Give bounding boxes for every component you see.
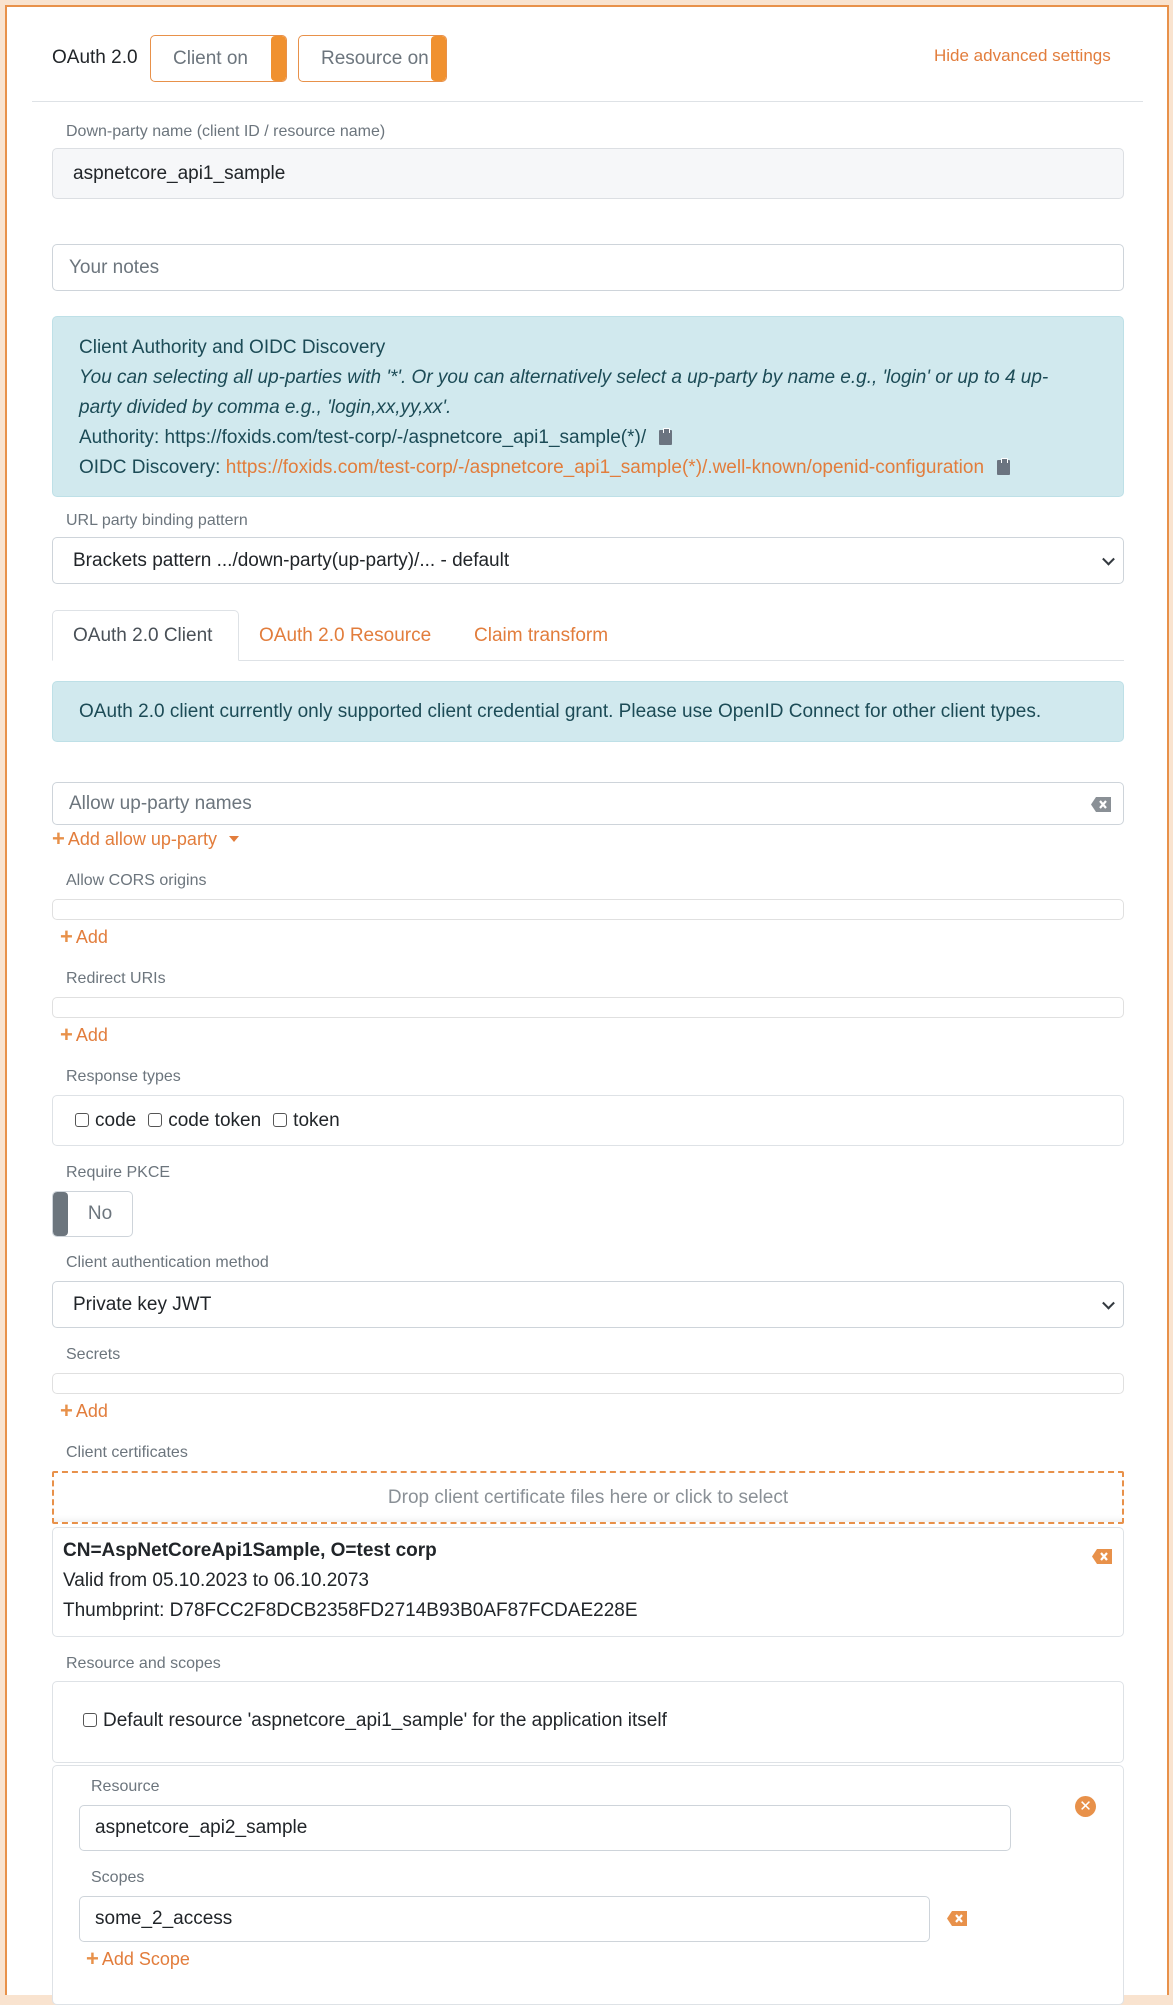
tab-label: Claim transform bbox=[474, 624, 609, 646]
header-divider bbox=[32, 101, 1143, 102]
scopes-label: Scopes bbox=[91, 1869, 145, 1886]
certificate-item bbox=[52, 1527, 1124, 1637]
add-scope-button[interactable] bbox=[86, 1948, 190, 1970]
allow-up-party-placeholder: Allow up-party names bbox=[69, 792, 252, 814]
response-type-token[interactable] bbox=[273, 1110, 339, 1132]
scope-value: some_2_access bbox=[95, 1908, 233, 1929]
authority-row bbox=[79, 427, 672, 449]
toggle-knob-icon bbox=[271, 36, 286, 81]
discovery-help-line-2: party divided by comma e.g., 'login,xx,yy,xx'. bbox=[79, 397, 452, 418]
remove-resource-icon[interactable]: ✕ bbox=[1075, 1796, 1096, 1817]
oidc-discovery-link[interactable]: https://foxids.com/test-corp/-/aspnetcore_api1_sample(*)/.well-known/openid-configuration bbox=[225, 457, 985, 478]
add-redirect-uri-label: Add bbox=[75, 1024, 108, 1045]
clear-backspace-icon[interactable] bbox=[1091, 797, 1111, 812]
chevron-down-icon bbox=[1102, 552, 1115, 565]
oidc-discovery-label: OIDC Discovery: bbox=[79, 457, 221, 478]
certificate-subject: CN=AspNetCoreApi1Sample, O=test corp bbox=[63, 1540, 437, 1561]
plus-icon: + bbox=[86, 1946, 99, 1971]
tab-oauth-resource[interactable] bbox=[239, 610, 451, 661]
protocol-label: OAuth 2.0 bbox=[52, 47, 138, 68]
add-scope-label: Add Scope bbox=[101, 1948, 190, 1969]
plus-icon: + bbox=[60, 1398, 73, 1423]
copy-clipboard-icon[interactable] bbox=[997, 460, 1010, 475]
scope-input[interactable] bbox=[79, 1896, 930, 1942]
down-party-name-value: aspnetcore_api1_sample bbox=[73, 162, 286, 184]
response-type-label: code bbox=[95, 1109, 137, 1131]
client-auth-method-label: Client authentication method bbox=[66, 1254, 269, 1271]
client-type-alert bbox=[52, 681, 1124, 742]
authority-label: Authority: bbox=[79, 427, 160, 448]
checkbox-icon[interactable] bbox=[83, 1713, 97, 1727]
url-binding-selected: Brackets pattern .../down-party(up-party)/... - default bbox=[73, 549, 510, 571]
resource-scopes-label: Resource and scopes bbox=[66, 1655, 221, 1672]
require-pkce-toggle[interactable] bbox=[52, 1191, 133, 1237]
plus-icon: + bbox=[52, 826, 65, 851]
tab-oauth-client[interactable] bbox=[52, 610, 239, 661]
redirect-uris-input[interactable] bbox=[52, 997, 1124, 1018]
certificate-validity: Valid from 05.10.2023 to 06.10.2073 bbox=[63, 1570, 369, 1591]
plus-icon: + bbox=[60, 924, 73, 949]
add-cors-label: Add bbox=[75, 926, 108, 947]
default-resource-checkbox[interactable] bbox=[83, 1710, 667, 1732]
add-secret-label: Add bbox=[75, 1400, 108, 1421]
discovery-help-line-1: You can selecting all up-parties with '*'. Or you can alternatively select a up-party by name e.g., 'login' or up to 4 up- bbox=[79, 367, 1049, 388]
response-types-group bbox=[52, 1095, 1124, 1146]
url-binding-select[interactable] bbox=[52, 537, 1124, 584]
oidc-discovery-row bbox=[79, 457, 1010, 479]
add-cors-origin-button[interactable] bbox=[60, 926, 108, 948]
dropzone-text: Drop client certificate files here or click to select bbox=[387, 1486, 789, 1508]
response-type-code-token[interactable] bbox=[148, 1110, 261, 1132]
resource-name-input[interactable] bbox=[79, 1805, 1011, 1851]
toggle-knob-icon bbox=[431, 36, 446, 81]
notes-placeholder: Your notes bbox=[69, 256, 160, 278]
add-secret-button[interactable] bbox=[60, 1400, 108, 1422]
default-resource-label: Default resource 'aspnetcore_api1_sample' for the application itself bbox=[103, 1710, 667, 1731]
add-allow-up-party-dropdown[interactable] bbox=[52, 828, 239, 850]
remove-certificate-icon[interactable] bbox=[1092, 1549, 1112, 1564]
tab-claim-transform[interactable] bbox=[454, 610, 628, 661]
client-auth-method-selected: Private key JWT bbox=[73, 1293, 212, 1315]
client-toggle-label: Client on bbox=[173, 47, 248, 69]
require-pkce-label: Require PKCE bbox=[66, 1164, 171, 1181]
caret-down-icon bbox=[229, 836, 239, 842]
authority-url: https://foxids.com/test-corp/-/aspnetcore_api1_sample(*)/ bbox=[164, 427, 647, 448]
redirect-uris-label: Redirect URIs bbox=[66, 970, 166, 987]
client-type-alert-text: OAuth 2.0 client currently only supported client credential grant. Please use OpenID Connect for other client types. bbox=[79, 700, 1042, 722]
resource-name-value: aspnetcore_api2_sample bbox=[95, 1817, 308, 1838]
response-type-label: code token bbox=[168, 1109, 262, 1131]
tab-label: OAuth 2.0 Client bbox=[73, 624, 213, 646]
resource-card bbox=[52, 1765, 1124, 2005]
resource-on-toggle[interactable] bbox=[298, 35, 447, 82]
secrets-input[interactable] bbox=[52, 1373, 1124, 1394]
notes-input[interactable] bbox=[52, 244, 1124, 291]
toggle-knob-icon bbox=[53, 1192, 68, 1236]
add-redirect-uri-button[interactable] bbox=[60, 1024, 108, 1046]
response-type-code[interactable] bbox=[75, 1110, 136, 1132]
down-party-name-label: Down-party name (client ID / resource name) bbox=[66, 123, 386, 140]
url-binding-label: URL party binding pattern bbox=[66, 512, 248, 529]
add-allow-up-party-label: Add allow up-party bbox=[67, 828, 217, 849]
cors-label: Allow CORS origins bbox=[66, 872, 207, 889]
require-pkce-value: No bbox=[87, 1203, 113, 1224]
checkbox-icon[interactable] bbox=[273, 1113, 287, 1127]
checkbox-icon[interactable] bbox=[148, 1113, 162, 1127]
default-resource-card bbox=[52, 1681, 1124, 1763]
secrets-label: Secrets bbox=[66, 1346, 121, 1363]
certificate-dropzone[interactable] bbox=[52, 1471, 1124, 1524]
checkbox-icon[interactable] bbox=[75, 1113, 89, 1127]
remove-scope-icon[interactable] bbox=[947, 1911, 967, 1926]
chevron-down-icon bbox=[1102, 1296, 1115, 1309]
resource-label: Resource bbox=[91, 1778, 160, 1795]
cors-origins-input[interactable] bbox=[52, 899, 1124, 920]
response-type-label: token bbox=[293, 1109, 340, 1131]
plus-icon: + bbox=[60, 1022, 73, 1047]
down-party-name-field[interactable] bbox=[52, 148, 1124, 199]
copy-clipboard-icon[interactable] bbox=[659, 430, 672, 445]
hide-advanced-settings-link[interactable]: Hide advanced settings bbox=[934, 46, 1111, 65]
discovery-info-title: Client Authority and OIDC Discovery bbox=[79, 337, 386, 358]
client-on-toggle[interactable] bbox=[150, 35, 287, 82]
certificate-thumbprint: Thumbprint: D78FCC2F8DCB2358FD2714B93B0AF87FCDAE228E bbox=[63, 1600, 638, 1621]
client-auth-method-select[interactable] bbox=[52, 1281, 1124, 1328]
tab-label: OAuth 2.0 Resource bbox=[259, 624, 432, 646]
discovery-info-box bbox=[52, 316, 1124, 497]
response-types-label: Response types bbox=[66, 1068, 181, 1085]
resource-toggle-label: Resource on bbox=[321, 47, 429, 69]
allow-up-party-input[interactable] bbox=[52, 782, 1124, 825]
client-certificates-label: Client certificates bbox=[66, 1444, 188, 1461]
